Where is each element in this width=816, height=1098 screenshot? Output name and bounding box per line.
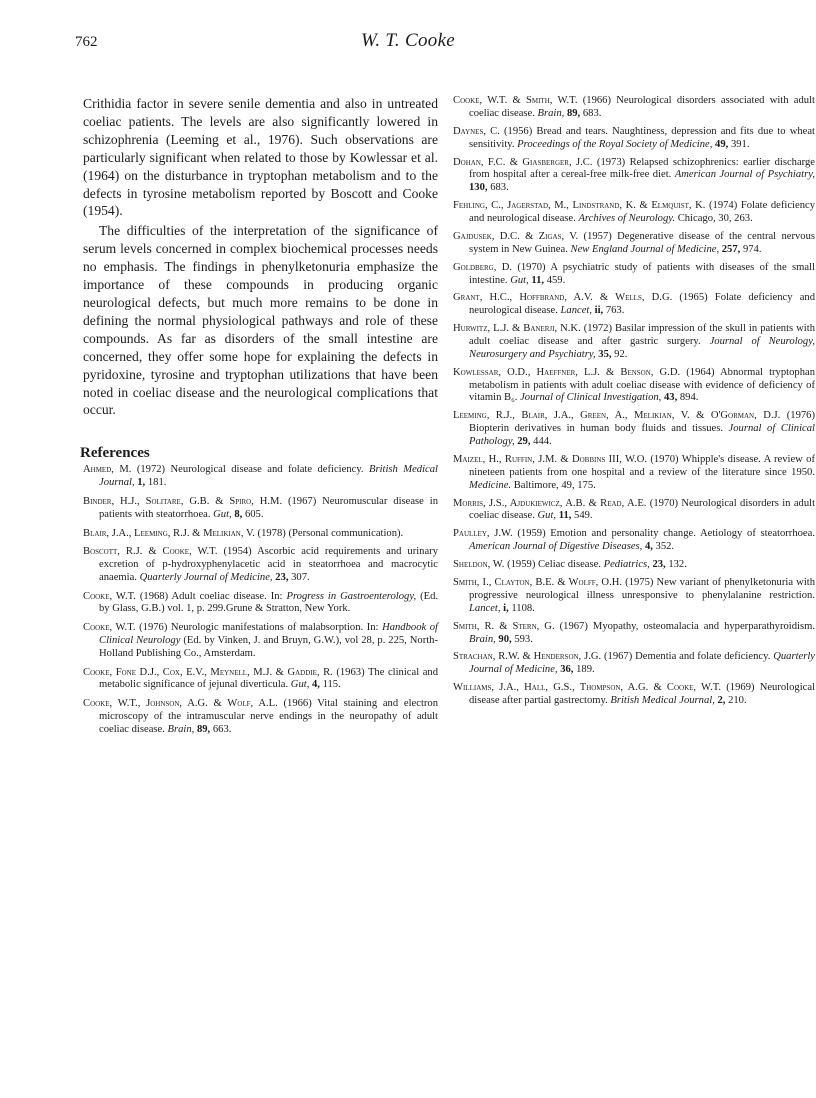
references-heading: References	[80, 445, 150, 462]
reference-authors: Cooke, W.T. & Smith, W.T.	[453, 95, 578, 106]
reference-pages: (Ed. by Vinken, J. and Bruyn, G.W.), vol 28, p. 225, North-Holland Publishing Co., Amsterdam.	[99, 635, 438, 659]
reference-text: (1970) Neurological disorders in adult coeliac disease.	[469, 497, 816, 522]
reference-text: (1970) A psychiatric study of patients with diseases of the small intestine.	[469, 261, 815, 286]
reference-entry	[453, 323, 815, 361]
reference-entry	[453, 682, 815, 708]
reference-entry	[83, 622, 438, 660]
reference-entry	[453, 577, 815, 615]
reference-pages: 444.	[530, 436, 552, 448]
reference-entry	[453, 292, 815, 318]
reference-source: Gut,	[213, 508, 232, 520]
reference-authors: Smith, R. & Stern, G.	[453, 620, 555, 632]
reference-authors: Ahmed, M.	[83, 464, 132, 476]
reference-text: (1975) New variant of phenylketonuria with progressive neurological illness unresponsive to phenylalanine restriction.	[469, 577, 815, 601]
reference-source: Lancet,	[560, 305, 592, 317]
reference-text: (1957) Degenerative disease of the central nervous system in New Guinea.	[469, 230, 815, 255]
body-paragraph-2: The difficulties of the interpretation of the significance of serum levels concerned in complex biochemical processes needs no emphasis. The findings in phenylketonuria emphasize the importance of these compounds in producing organic neurological defects, but much more remains to be done in defining the normal physiological pathways and role of these compounds. As far as disorders of the small intestine are concerned, they offer some hope for explaining the defects in pyridoxine, tyrosine and tryptophan utilizations that have been noted in coeliac disease and the neurological complications that occur.	[83, 223, 438, 418]
reference-pages: 974.	[740, 243, 762, 255]
reference-source: Gut,	[290, 679, 310, 691]
reference-text: (1969) Neurological disease after partial gastrectomy.	[469, 682, 816, 707]
reference-authors: Grant, H.C., Hoffbrand, A.V. & Wells, D.G.	[453, 292, 673, 304]
reference-volume: 11,	[556, 510, 572, 522]
reference-pages: 549.	[571, 510, 593, 522]
reference-pages: 92.	[611, 348, 628, 360]
reference-authors: Kowlessar, O.D., Haeffner, L.J. & Benson, G.D.	[453, 366, 681, 378]
reference-text: (1972) Neurological disease and folate deficiency.	[131, 464, 369, 476]
reference-volume: 1,	[134, 477, 146, 489]
reference-authors: Binder, H.J., Solitare, G.B. & Spiro, H.M.	[83, 495, 283, 507]
reference-pages: 307.	[288, 571, 310, 583]
reference-pages: 189.	[573, 664, 595, 676]
reference-authors: Hurwitz, L.J. & Banerji, N.K.	[453, 323, 581, 335]
reference-entry	[453, 262, 815, 288]
reference-text: (1974) Folate deficiency and neurological disease.	[469, 200, 815, 224]
reference-pages: 1108.	[508, 602, 535, 614]
reference-entry	[453, 367, 815, 405]
reference-source: New England Journal of Medicine,	[570, 243, 720, 255]
reference-source: Lancet,	[469, 602, 501, 614]
reference-volume: 257,	[719, 243, 741, 255]
reference-authors: Smith, I., Clayton, B.E. & Wolff, O.H.	[453, 577, 623, 589]
reference-pages: 663.	[210, 723, 232, 735]
reference-entry	[453, 200, 815, 226]
reference-pages: 683.	[487, 182, 509, 194]
reference-entry	[453, 528, 815, 554]
reference-authors: Paulley, J.W.	[453, 528, 513, 540]
reference-volume: 2,	[714, 695, 726, 707]
reference-text: (1967) Myopathy, osteomalacia and hyperparathyroidism.	[554, 620, 815, 632]
reference-source: British Medical Journal,	[99, 464, 438, 489]
right-column	[453, 95, 815, 713]
reference-authors: Dohan, F.C. & Giasberger, J.C.	[453, 156, 593, 168]
reference-entry	[453, 95, 815, 121]
reference-text: (1970) Whipple's disease. A review of nineteen patients from one hospital and a review of the literature since 1950.	[469, 454, 815, 478]
reference-volume: 29,	[514, 436, 531, 448]
reference-pages: 894.	[677, 392, 699, 404]
reference-pages: 763.	[603, 305, 625, 317]
reference-pages: 181.	[145, 477, 167, 489]
reference-source: Pediatrics,	[603, 559, 650, 571]
reference-pages: 605.	[242, 508, 264, 520]
reference-volume: 4,	[309, 679, 320, 691]
reference-entry	[83, 528, 438, 541]
reference-text: (1976) Neurologic manifestations of malabsorption. In:	[135, 622, 383, 634]
reference-entry	[453, 651, 815, 677]
reference-authors: Morris, J.S., Ajdukiewicz, A.B. & Read, A.E.	[453, 497, 647, 509]
reference-source: Archives of Neurology.	[578, 212, 676, 224]
reference-text: (1976) Biopterin derivatives in human body fluids and tissues.	[469, 410, 815, 435]
reference-pages: 115.	[319, 679, 341, 691]
reference-entry	[83, 464, 438, 490]
reference-entry	[83, 698, 438, 736]
reference-pages: 593.	[511, 633, 533, 645]
reference-pages: 683.	[580, 107, 602, 119]
reference-volume: 23,	[649, 559, 666, 571]
reference-pages: 210.	[725, 695, 747, 707]
reference-pages: 391.	[728, 138, 750, 150]
reference-source: Gut,	[510, 274, 529, 286]
reference-authors: Fehling, C., Jagerstad, M., Lindstrand, K. & Elmquist, K.	[453, 200, 706, 212]
reference-source: Proceedings of the Royal Society of Medicine,	[517, 138, 713, 150]
reference-source: Progress in Gastroenterology,	[286, 590, 417, 602]
reference-entry	[453, 621, 815, 647]
reference-entry	[83, 546, 438, 584]
reference-entry	[83, 667, 438, 693]
reference-volume: 36,	[557, 664, 574, 676]
reference-source: Journal of Clinical Investigation,	[520, 392, 662, 404]
reference-volume: 35,	[595, 348, 612, 360]
reference-text: (1963) The clinical and metabolic significance of jejunal diverticula.	[99, 666, 438, 691]
reference-authors: Maizel, H., Ruffin, J.M. & Dobbins III, W.O.	[453, 454, 647, 465]
body-paragraph-1: Crithidia factor in severe senile dementia and also in untreated coeliac patients. The levels are also significantly lowered in schizophrenia (Leeming et al., 1976). Such observations are particularly significant when related to those by Kowlessar et al. (1964) on the disturbance in tryptophan metabolism and to the defects in tyrosine metabolism reported by Boscott and Cooke (1954).	[83, 96, 438, 219]
reference-pages: 352.	[652, 541, 675, 553]
reference-entry	[453, 559, 815, 572]
reference-volume: 89,	[564, 107, 581, 119]
reference-source: Journal of Neurology, Neurosurgery and Psychiatry,	[469, 336, 815, 360]
reference-text: (1972) Basilar impression of the skull in patients with adult coeliac disease and after gastric surgery.	[469, 323, 815, 348]
reference-text: (1954) Ascorbic acid requirements and urinary excretion of p-hydroxyphenylacetic acid in steatorrhoea and macrocytic anaemia.	[99, 546, 439, 583]
reference-entry	[453, 231, 815, 257]
reference-text: (1959) Emotion and personality change. Aetiology of steatorrhoea.	[512, 528, 815, 540]
reference-pages: 459.	[544, 274, 566, 286]
reference-entry	[453, 498, 815, 524]
reference-source: American Journal of Digestive Diseases,	[469, 541, 643, 553]
reference-entry	[453, 126, 815, 152]
reference-source: Quarterly Journal of Medicine,	[139, 571, 273, 583]
reference-authors: Gajdusek, D.C. & Zigas, V.	[453, 230, 579, 242]
reference-entry	[453, 454, 815, 492]
reference-authors: Williams, J.A., Hall, G.S., Thompson, A.G. & Cooke, W.T.	[453, 682, 722, 694]
references-list-left	[83, 464, 438, 736]
reference-source: Medicine.	[469, 479, 512, 491]
reference-source: British Medical Journal,	[610, 695, 715, 707]
running-title: W. T. Cooke	[360, 30, 456, 51]
reference-authors: Goldberg, D.	[453, 261, 512, 273]
references-list-right	[453, 95, 815, 708]
reference-authors: Sheldon, W.	[453, 559, 505, 571]
reference-text: (1978) (Personal communication).	[254, 527, 404, 539]
reference-volume: 4,	[642, 541, 653, 553]
reference-volume: 90,	[495, 633, 512, 645]
reference-authors: Cooke, W.T.	[83, 622, 136, 634]
reference-text: (1966) Vital staining and electron microscopy of the intramuscular nerve endings in the neuropathy of adult coeliac disease.	[99, 698, 439, 735]
reference-source: Gut,	[537, 510, 557, 522]
reference-entry	[83, 591, 438, 617]
reference-source: Quarterly Journal of Medicine,	[469, 651, 815, 676]
reference-entry	[453, 157, 815, 195]
reference-pages: Baltimore, 49, 175.	[511, 479, 596, 491]
reference-authors: Leeming, R.J., Blair, J.A., Green, A., Melikian, V. & O'Gorman, D.J.	[453, 410, 781, 422]
reference-source: Journal of Clinical Pathology,	[469, 423, 815, 448]
reference-text: (1967) Neuromuscular disease in patients with steatorrhoea.	[99, 495, 438, 520]
reference-entry	[453, 410, 815, 448]
reference-text: (1966) Neurological disorders associated with adult coeliac disease.	[469, 95, 815, 119]
reference-volume: 43,	[661, 392, 678, 404]
reference-source: Handbook of Clinical Neurology	[99, 622, 439, 647]
reference-text: (1967) Dementia and folate deficiency.	[601, 651, 774, 663]
reference-pages: Chicago, 30, 263.	[675, 212, 753, 224]
reference-authors: Cooke, W.T., Johnson, A.G. & Wolf, A.L.	[83, 698, 278, 710]
reference-source: Brain,	[537, 107, 565, 119]
reference-volume: 11,	[528, 274, 545, 286]
reference-volume: 89,	[194, 723, 211, 735]
reference-entry	[83, 496, 438, 522]
reference-authors: Cooke, W.T.	[83, 590, 136, 602]
reference-source: American Journal of Psychiatry,	[674, 169, 815, 181]
reference-text: (1968) Adult coeliac disease. In:	[135, 590, 287, 602]
reference-pages: (Ed. by Glass, G.B.) vol. 1, p. 299.Grune & Stratton, New York.	[99, 590, 439, 615]
reference-text: (1973) Relapsed schizophrenics: earlier discharge from hospital after a cereal-free milk-free diet.	[469, 156, 815, 181]
page-number: 762	[75, 34, 98, 50]
reference-text: (1964) Abnormal tryptophan metabolism in patients with adult coeliac disease with evidence of deficiency of vitamin B₆.	[469, 366, 815, 404]
reference-source: Brain,	[167, 723, 195, 735]
reference-pages: 132.	[665, 559, 687, 571]
reference-authors: Cooke, Fone D.J., Cox, E.V., Meynell, M.J. & Gaddie, R.	[83, 666, 333, 678]
reference-authors: Blair, J.A., Leeming, R.J. & Melikian, V.	[83, 527, 255, 539]
reference-text: (1956) Bread and tears. Naughtiness, depression and fits due to wheat sensitivity.	[469, 125, 815, 150]
reference-volume: 23,	[272, 571, 289, 583]
reference-source: Brain,	[469, 633, 496, 645]
reference-text: (1965) Folate deficiency and neurological disease.	[469, 292, 815, 317]
reference-authors: Boscott, R.J. & Cooke, W.T.	[83, 546, 218, 558]
reference-volume: 130,	[469, 182, 488, 194]
reference-volume: i,	[500, 602, 509, 614]
left-column	[80, 95, 439, 743]
reference-volume: ii,	[591, 305, 604, 317]
reference-authors: Daynes, C.	[453, 125, 500, 137]
reference-volume: 8,	[231, 508, 243, 520]
reference-volume: 49,	[712, 138, 729, 150]
reference-text: (1959) Celiac disease.	[504, 559, 604, 571]
reference-authors: Strachan, R.W. & Henderson, J.G.	[453, 651, 602, 663]
